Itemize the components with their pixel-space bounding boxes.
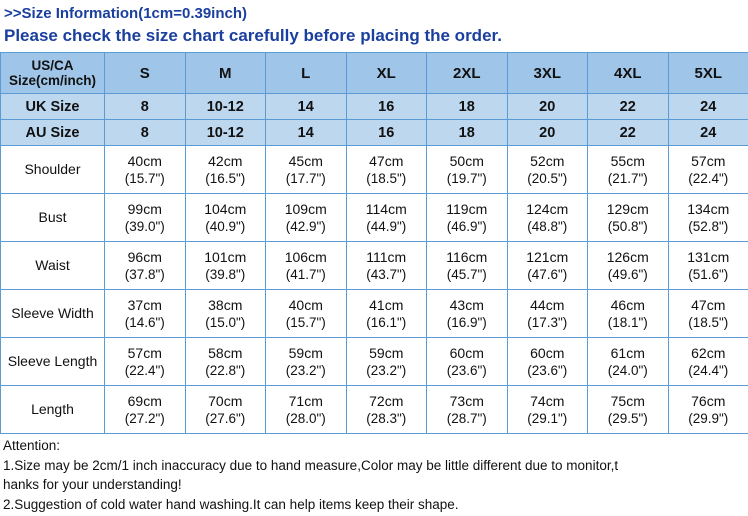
uk-size-m: 10-12: [185, 94, 266, 120]
attention-line-1: 1.Size may be 2cm/1 inch inaccuracy due to hand measure,Color may be little different due to monitor,t: [3, 457, 619, 473]
value-cm: 55cm: [610, 152, 645, 169]
uk-size-4xl: 22: [588, 94, 669, 120]
row-header-corner: [1, 53, 105, 94]
bust-4xl: [588, 194, 669, 242]
row-header-line2: Size(cm/inch): [8, 73, 97, 88]
size-header-3xl: 3XL: [507, 53, 588, 94]
value-inch: (23.6"): [527, 362, 568, 378]
size-header-m: M: [185, 53, 266, 94]
sleeve-length-l: [266, 338, 347, 386]
sleeve-length-3xl: [507, 338, 588, 386]
length-5xl: [668, 386, 748, 434]
value-cm: 50cm: [449, 152, 484, 169]
value-cm: 62cm: [691, 344, 726, 361]
sleeve-length-s: [105, 338, 186, 386]
value-inch: (29.5"): [607, 410, 648, 426]
shoulder-2xl: [427, 146, 508, 194]
value-inch: (24.4"): [688, 362, 729, 378]
value-inch: (18.1"): [607, 314, 648, 330]
value-cm: 52cm: [530, 152, 565, 169]
value-cm: 124cm: [526, 200, 569, 217]
value-inch: (47.6"): [527, 266, 568, 282]
value-inch: (28.7"): [446, 410, 487, 426]
uk-size-xl: 16: [346, 94, 427, 120]
value-cm: 60cm: [449, 344, 484, 361]
value-cm: 37cm: [127, 296, 162, 313]
value-cm: 72cm: [369, 392, 404, 409]
value-cm: 40cm: [288, 296, 323, 313]
uk-size-3xl: 20: [507, 94, 588, 120]
value-cm: 40cm: [127, 152, 162, 169]
value-inch: (23.6"): [446, 362, 487, 378]
table-row-shoulder: [1, 146, 748, 194]
value-cm: 58cm: [208, 344, 243, 361]
value-inch: (50.8"): [607, 218, 648, 234]
shoulder-s: [105, 146, 186, 194]
value-inch: (18.5"): [688, 314, 729, 330]
au-size-xl: 16: [346, 120, 427, 146]
value-cm: 131cm: [687, 248, 730, 265]
bust-5xl: [668, 194, 748, 242]
au-size-l: 14: [266, 120, 347, 146]
bust-m: [185, 194, 266, 242]
sleeve-width-5xl: [668, 290, 748, 338]
value-inch: (24.0"): [607, 362, 648, 378]
value-cm: 70cm: [208, 392, 243, 409]
size-header-2xl: 2XL: [427, 53, 508, 94]
size-header-l: L: [266, 53, 347, 94]
size-header-5xl: 5XL: [668, 53, 748, 94]
value-inch: (21.7"): [607, 170, 648, 186]
value-inch: (16.9"): [446, 314, 487, 330]
value-cm: 73cm: [449, 392, 484, 409]
value-inch: (17.7"): [285, 170, 326, 186]
value-cm: 69cm: [127, 392, 162, 409]
size-header-xl: XL: [346, 53, 427, 94]
value-inch: (22.8"): [205, 362, 246, 378]
table-row-bust: [1, 194, 748, 242]
waist-m: [185, 242, 266, 290]
size-chart-table: [0, 52, 748, 434]
value-inch: (15.0"): [205, 314, 246, 330]
uk-size-l: 14: [266, 94, 347, 120]
value-cm: 101cm: [204, 248, 247, 265]
au-size-2xl: 18: [427, 120, 508, 146]
value-inch: (29.1"): [527, 410, 568, 426]
shoulder-3xl: [507, 146, 588, 194]
value-inch: (42.9"): [285, 218, 326, 234]
waist-4xl: [588, 242, 669, 290]
waist-3xl: [507, 242, 588, 290]
shoulder-m: [185, 146, 266, 194]
value-inch: (46.9"): [446, 218, 487, 234]
table-row-waist: [1, 242, 748, 290]
value-cm: 121cm: [526, 248, 569, 265]
value-inch: (27.2"): [124, 410, 165, 426]
value-cm: 42cm: [208, 152, 243, 169]
value-inch: (20.5"): [527, 170, 568, 186]
row-label-uk-size: UK Size: [1, 94, 105, 120]
page-title: >>Size Information(1cm=0.39inch): [4, 5, 247, 22]
value-inch: (14.6"): [124, 314, 165, 330]
value-inch: (49.6"): [607, 266, 648, 282]
table-header-row: [1, 53, 748, 94]
value-cm: 99cm: [127, 200, 162, 217]
table-row-uk-size: [1, 94, 748, 120]
value-inch: (40.9"): [205, 218, 246, 234]
value-cm: 126cm: [606, 248, 649, 265]
value-inch: (15.7"): [285, 314, 326, 330]
row-label-sleeve-width: Sleeve Width: [1, 290, 105, 338]
value-cm: 47cm: [369, 152, 404, 169]
value-cm: 44cm: [530, 296, 565, 313]
value-cm: 106cm: [284, 248, 327, 265]
value-cm: 114cm: [365, 200, 407, 217]
bust-s: [105, 194, 186, 242]
value-cm: 111cm: [366, 248, 407, 265]
value-cm: 47cm: [691, 296, 726, 313]
value-inch: (43.7"): [366, 266, 407, 282]
table-row-au-size: [1, 120, 748, 146]
value-cm: 134cm: [687, 200, 730, 217]
au-size-s: 8: [105, 120, 186, 146]
uk-size-2xl: 18: [427, 94, 508, 120]
waist-2xl: [427, 242, 508, 290]
page-subtitle: Please check the size chart carefully before placing the order.: [4, 26, 502, 45]
waist-xl: [346, 242, 427, 290]
table-row-sleeve-length: [1, 338, 748, 386]
value-cm: 41cm: [369, 296, 404, 313]
sleeve-length-2xl: [427, 338, 508, 386]
bust-l: [266, 194, 347, 242]
value-inch: (18.5"): [366, 170, 407, 186]
value-inch: (51.6"): [688, 266, 729, 282]
value-inch: (17.3"): [527, 314, 568, 330]
value-cm: 43cm: [449, 296, 484, 313]
value-inch: (19.7"): [446, 170, 487, 186]
value-inch: (39.0"): [124, 218, 165, 234]
value-cm: 75cm: [610, 392, 645, 409]
value-inch: (15.7"): [124, 170, 165, 186]
value-cm: 104cm: [204, 200, 247, 217]
waist-5xl: [668, 242, 748, 290]
row-header-line1: US/CA: [31, 58, 74, 73]
value-inch: (23.2"): [285, 362, 326, 378]
value-inch: (22.4"): [688, 170, 729, 186]
value-inch: (44.9"): [366, 218, 407, 234]
value-cm: 61cm: [610, 344, 645, 361]
value-cm: 57cm: [127, 344, 162, 361]
table-row-sleeve-width: [1, 290, 748, 338]
uk-size-s: 8: [105, 94, 186, 120]
value-inch: (45.7"): [446, 266, 487, 282]
value-cm: 71cm: [288, 392, 323, 409]
length-l: [266, 386, 347, 434]
shoulder-4xl: [588, 146, 669, 194]
value-cm: 76cm: [691, 392, 726, 409]
sleeve-length-5xl: [668, 338, 748, 386]
length-s: [105, 386, 186, 434]
value-inch: (48.8"): [527, 218, 568, 234]
value-cm: 60cm: [530, 344, 565, 361]
value-cm: 59cm: [288, 344, 323, 361]
table-row-length: [1, 386, 748, 434]
sleeve-length-xl: [346, 338, 427, 386]
attention-title: Attention:: [3, 438, 61, 453]
value-inch: (16.1"): [366, 314, 407, 330]
value-inch: (39.8"): [205, 266, 246, 282]
bust-3xl: [507, 194, 588, 242]
au-size-m: 10-12: [185, 120, 266, 146]
waist-l: [266, 242, 347, 290]
value-inch: (37.8"): [124, 266, 165, 282]
shoulder-xl: [346, 146, 427, 194]
value-inch: (28.0"): [285, 410, 326, 426]
length-4xl: [588, 386, 669, 434]
value-cm: 119cm: [446, 200, 488, 217]
row-label-waist: Waist: [1, 242, 105, 290]
value-inch: (22.4"): [124, 362, 165, 378]
sleeve-width-m: [185, 290, 266, 338]
value-cm: 57cm: [691, 152, 726, 169]
attention-line-2: 2.Suggestion of cold water hand washing.It can help items keep their shape.: [3, 496, 459, 512]
value-cm: 116cm: [446, 248, 488, 265]
sleeve-width-xl: [346, 290, 427, 338]
attention-line-1-cont: hanks for your understanding!: [3, 477, 182, 492]
sleeve-length-4xl: [588, 338, 669, 386]
value-cm: 109cm: [284, 200, 327, 217]
value-cm: 46cm: [610, 296, 645, 313]
au-size-5xl: 24: [668, 120, 748, 146]
value-cm: 74cm: [530, 392, 565, 409]
uk-size-5xl: 24: [668, 94, 748, 120]
row-label-shoulder: Shoulder: [1, 146, 105, 194]
value-inch: (16.5"): [205, 170, 246, 186]
value-cm: 129cm: [606, 200, 649, 217]
value-cm: 45cm: [288, 152, 323, 169]
sleeve-width-3xl: [507, 290, 588, 338]
waist-s: [105, 242, 186, 290]
length-3xl: [507, 386, 588, 434]
sleeve-width-s: [105, 290, 186, 338]
value-cm: 38cm: [208, 296, 243, 313]
attention-section: [0, 434, 748, 514]
value-inch: (28.3"): [366, 410, 407, 426]
value-inch: (23.2"): [366, 362, 407, 378]
value-cm: 59cm: [369, 344, 404, 361]
sleeve-width-2xl: [427, 290, 508, 338]
au-size-4xl: 22: [588, 120, 669, 146]
sleeve-length-m: [185, 338, 266, 386]
length-2xl: [427, 386, 508, 434]
value-inch: (27.6"): [205, 410, 246, 426]
bust-2xl: [427, 194, 508, 242]
size-header-4xl: 4XL: [588, 53, 669, 94]
length-xl: [346, 386, 427, 434]
row-label-sleeve-length: Sleeve Length: [1, 338, 105, 386]
row-label-au-size: AU Size: [1, 120, 105, 146]
sleeve-width-l: [266, 290, 347, 338]
row-label-length: Length: [1, 386, 105, 434]
value-inch: (29.9"): [688, 410, 729, 426]
shoulder-5xl: [668, 146, 748, 194]
size-header-s: S: [105, 53, 186, 94]
sleeve-width-4xl: [588, 290, 669, 338]
au-size-3xl: 20: [507, 120, 588, 146]
value-inch: (52.8"): [688, 218, 729, 234]
length-m: [185, 386, 266, 434]
value-inch: (41.7"): [285, 266, 326, 282]
bust-xl: [346, 194, 427, 242]
row-label-bust: Bust: [1, 194, 105, 242]
shoulder-l: [266, 146, 347, 194]
value-cm: 96cm: [127, 248, 162, 265]
